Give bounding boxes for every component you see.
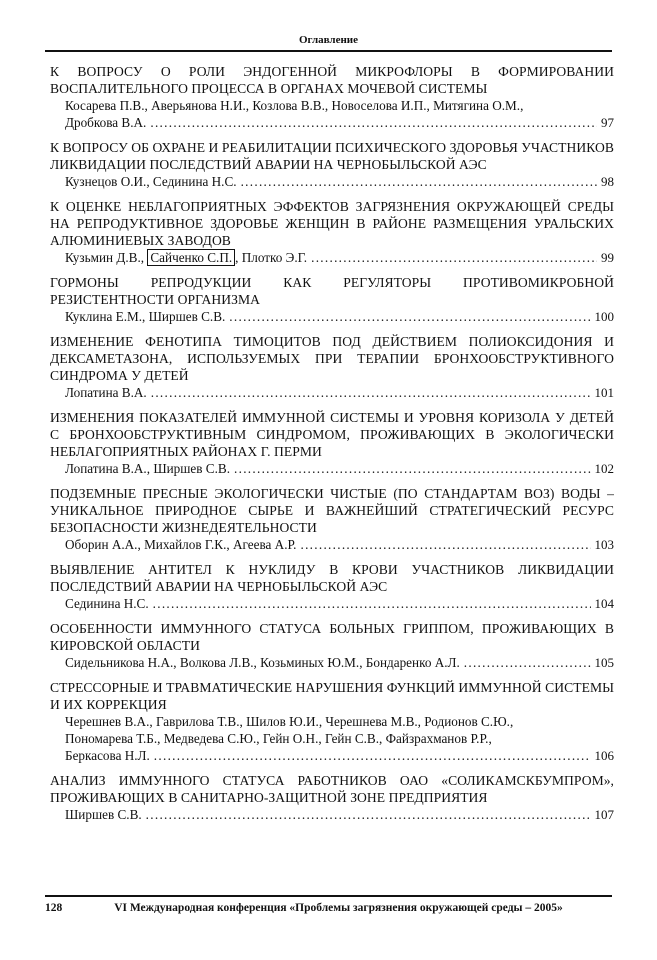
entry-page-number: 98: [601, 174, 614, 189]
author-names: [65, 249, 307, 266]
dot-leader: [300, 536, 590, 553]
author-names: Беркасова Н.Л.: [65, 748, 150, 763]
author-names: Ширшев С.В.: [65, 807, 142, 822]
dot-leader: [234, 460, 591, 477]
dot-leader: [150, 114, 597, 131]
author-names: Дробкова В.А.: [65, 115, 147, 130]
entry-authors: [50, 173, 614, 190]
dot-leader: [311, 249, 597, 266]
author-text: Кузьмин Д.В.,: [65, 250, 148, 265]
entry-title: ИЗМЕНЕНИЕ ФЕНОТИПА ТИМОЦИТОВ ПОД ДЕЙСТВИЕМ ПОЛИОКСИДОНИЯ И ДЕКСАМЕТАЗОНА, ИСПОЛЬЗУЕМЫХ ПРИ ТЕРАПИИ БРОНХООБСТРУКТИВНОГО СИНДРОМА У ДЕТЕЙ: [50, 334, 614, 383]
author-line-with-page: [65, 747, 614, 764]
entry-title: ОСОБЕННОСТИ ИММУННОГО СТАТУСА БОЛЬНЫХ ГРИППОМ, ПРОЖИВАЮЩИХ В КИРОВСКОЙ ОБЛАСТИ: [50, 621, 614, 653]
top-divider: [45, 50, 612, 52]
toc-entry: [50, 139, 614, 190]
table-of-contents: [50, 63, 614, 831]
toc-entry: [50, 485, 614, 553]
author-line-with-page: [65, 536, 614, 553]
dot-leader: [153, 595, 591, 612]
entry-authors: [50, 460, 614, 477]
dot-leader: [229, 308, 590, 325]
author-names: Кузнецов О.И., Сединина Н.С.: [65, 174, 237, 189]
toc-entry: [50, 409, 614, 477]
entry-title: К ВОПРОСУ ОБ ОХРАНЕ И РЕАБИЛИТАЦИИ ПСИХИЧЕСКОГО ЗДОРОВЬЯ УЧАСТНИКОВ ЛИКВИДАЦИИ ПОСЛЕДСТВИЙ АВАРИИ НА ЧЕРНОБЫЛЬСКОЙ АЭС: [50, 140, 614, 172]
entry-authors: [50, 97, 614, 131]
entry-page-number: 104: [594, 596, 614, 611]
entry-page-number: 107: [594, 807, 614, 822]
author-line-with-page: [65, 249, 614, 266]
entry-page-number: 100: [594, 309, 614, 324]
entry-title: К ВОПРОСУ О РОЛИ ЭНДОГЕННОЙ МИКРОФЛОРЫ В ФОРМИРОВАНИИ ВОСПАЛИТЕЛЬНОГО ПРОЦЕССА В ОРГАНАХ МОЧЕВОЙ СИСТЕМЫ: [50, 64, 614, 96]
toc-entry: [50, 772, 614, 823]
entry-page-number: 103: [594, 537, 614, 552]
author-names: Сединина Н.С.: [65, 596, 149, 611]
author-line-with-page: [65, 384, 614, 401]
toc-entry: [50, 679, 614, 764]
entry-page-number: 101: [594, 385, 614, 400]
footer-page-number: 128: [45, 902, 63, 914]
entry-page-number: 105: [594, 655, 614, 670]
footer-conference-title: VI Международная конференция «Проблемы загрязнения окружающей среды – 2005»: [114, 902, 563, 914]
entry-authors: [50, 654, 614, 671]
running-title: Оглавление: [298, 34, 359, 46]
author-line: Черешнев В.А., Гаврилова Т.В., Шилов Ю.И., Черешнева М.В., Родионов С.Ю.,: [65, 714, 514, 729]
entry-title: ПОДЗЕМНЫЕ ПРЕСНЫЕ ЭКОЛОГИЧЕСКИ ЧИСТЫЕ (ПО СТАНДАРТАМ ВОЗ) ВОДЫ – УНИКАЛЬНОЕ ПРИРОДНОЕ СЫРЬЕ И ВАЖНЕЙШИЙ СТРАТЕГИЧЕСКИЙ РЕСУРС БЕЗОПАСНОСТИ ЖИЗНЕДЕЯТЕЛЬНОСТИ: [50, 486, 614, 535]
dot-leader: [241, 173, 597, 190]
author-line-with-page: [65, 806, 614, 823]
dot-leader: [154, 747, 591, 764]
entry-page-number: 102: [594, 461, 614, 476]
dot-leader: [151, 384, 591, 401]
author-names: Оборин А.А., Михайлов Г.К., Агеева А.Р.: [65, 537, 297, 552]
entry-authors: [50, 384, 614, 401]
entry-authors: [50, 536, 614, 553]
entry-title: АНАЛИЗ ИММУННОГО СТАТУСА РАБОТНИКОВ ОАО «СОЛИКАМСКБУМПРОМ», ПРОЖИВАЮЩИХ В САНИТАРНО-ЗАЩИТНОЙ ЗОНЕ ПРЕДПРИЯТИЯ: [50, 773, 614, 805]
dot-leader: [464, 654, 591, 671]
entry-page-number: 97: [601, 115, 614, 130]
author-names: Сидельникова Н.А., Волкова Л.В., Козьминых Ю.М., Бондаренко А.Л.: [65, 655, 460, 670]
entry-authors: [50, 308, 614, 325]
author-line-with-page: [65, 460, 614, 477]
author-line-with-page: [65, 114, 614, 131]
entry-authors: [50, 806, 614, 823]
entry-title: ВЫЯВЛЕНИЕ АНТИТЕЛ К НУКЛИДУ В КРОВИ УЧАСТНИКОВ ЛИКВИДАЦИИ ПОСЛЕДСТВИЙ АВАРИИ НА ЧЕРНОБЫЛЬСКОЙ АЭС: [50, 562, 614, 594]
page-footer: [45, 902, 612, 914]
entry-page-number: 106: [594, 748, 614, 763]
author-names: Лопатина В.А.: [65, 385, 147, 400]
entry-title: К ОЦЕНКЕ НЕБЛАГОПРИЯТНЫХ ЭФФЕКТОВ ЗАГРЯЗНЕНИЯ ОКРУЖАЮЩЕЙ СРЕДЫ НА РЕПРОДУКТИВНОЕ ЗДОРОВЬЕ ЖЕНЩИН В РАЙОНЕ РАЗМЕЩЕНИЯ УРАЛЬСКИХ АЛЮМИНИЕВЫХ ЗАВОДОВ: [50, 199, 614, 248]
highlighted-author: Сайченко С.П.: [147, 249, 235, 266]
toc-entry: [50, 198, 614, 266]
author-names: Лопатина В.А., Ширшев С.В.: [65, 461, 230, 476]
dot-leader: [146, 806, 591, 823]
toc-entry: [50, 620, 614, 671]
toc-entry: [50, 333, 614, 401]
toc-entry: [50, 561, 614, 612]
entry-authors: [50, 713, 614, 764]
author-line-with-page: [65, 308, 614, 325]
entry-authors: [50, 595, 614, 612]
author-line: Пономарева Т.Б., Медведева С.Ю., Гейн О.Н., Гейн С.В., Файзрахманов Р.Р.,: [65, 731, 492, 746]
author-text: , Плотко Э.Г.: [235, 250, 308, 265]
entry-title: СТРЕССОРНЫЕ И ТРАВМАТИЧЕСКИЕ НАРУШЕНИЯ ФУНКЦИЙ ИММУННОЙ СИСТЕМЫ И ИХ КОРРЕКЦИЯ: [50, 680, 614, 712]
author-line-with-page: [65, 654, 614, 671]
author-line-with-page: [65, 173, 614, 190]
toc-entry: [50, 63, 614, 131]
bottom-divider: [45, 895, 612, 897]
entry-authors: [50, 249, 614, 266]
toc-entry: [50, 274, 614, 325]
author-names: Куклина Е.М., Ширшев С.В.: [65, 309, 226, 324]
entry-title: ИЗМЕНЕНИЯ ПОКАЗАТЕЛЕЙ ИММУННОЙ СИСТЕМЫ И УРОВНЯ КОРИЗОЛА У ДЕТЕЙ С БРОНХООБСТРУКТИВНЫМ СИНДРОМОМ, ПРОЖИВАЮЩИХ В ЭКОЛОГИЧЕСКИ НЕБЛАГОПРИЯТНЫХ РАЙОНАХ Г. ПЕРМИ: [50, 410, 614, 459]
entry-title: ГОРМОНЫ РЕПРОДУКЦИИ КАК РЕГУЛЯТОРЫ ПРОТИВОМИКРОБНОЙ РЕЗИСТЕНТНОСТИ ОРГАНИЗМА: [50, 275, 614, 307]
entry-page-number: 99: [601, 250, 614, 265]
author-line-with-page: [65, 595, 614, 612]
author-line: Косарева П.В., Аверьянова Н.И., Козлова В.В., Новоселова И.П., Митягина О.М.,: [65, 98, 524, 113]
